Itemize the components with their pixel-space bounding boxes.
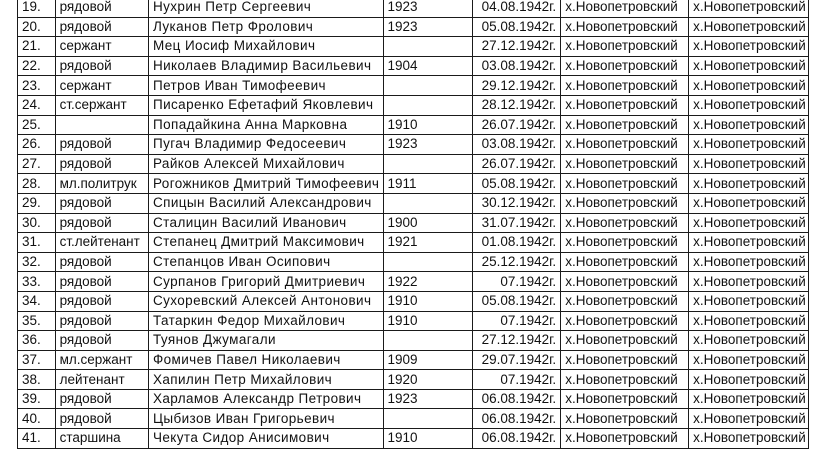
date-of-death: 07.1942г.: [472, 311, 560, 331]
reburial-place: х.Новопетровский: [689, 154, 809, 174]
burial-place: х.Новопетровский: [561, 174, 689, 194]
birth-year: 1900: [383, 213, 472, 233]
date-of-death: 28.12.1942г.: [472, 95, 560, 115]
reburial-place: х.Новопетровский: [689, 331, 809, 351]
date-of-death: 26.07.1942г.: [472, 115, 560, 135]
full-name: Цыбизов Иван Григорьевич: [148, 409, 383, 429]
birth-year: 1910: [383, 115, 472, 135]
table-row: [18, 0, 809, 17]
military-rank: рядовой: [55, 135, 148, 155]
military-rank: рядовой: [55, 252, 148, 272]
birth-year: 1910: [383, 311, 472, 331]
date-of-death: 06.08.1942г.: [472, 409, 560, 429]
birth-year: 1921: [383, 233, 472, 253]
burial-place: х.Новопетровский: [561, 291, 689, 311]
date-of-death: 06.08.1942г.: [472, 429, 560, 449]
table-row: [18, 76, 809, 96]
burial-place: х.Новопетровский: [561, 233, 689, 253]
table-row: [18, 193, 809, 213]
burial-place: х.Новопетровский: [561, 429, 689, 449]
military-rank: рядовой: [55, 154, 148, 174]
burial-register-table: [17, 0, 809, 449]
birth-year: 1910: [383, 291, 472, 311]
burial-place: х.Новопетровский: [561, 311, 689, 331]
birth-year: 1909: [383, 350, 472, 370]
row-number: 33.: [18, 272, 56, 292]
row-number: 28.: [18, 174, 56, 194]
reburial-place: х.Новопетровский: [689, 56, 809, 76]
date-of-death: 27.12.1942г.: [472, 37, 560, 57]
burial-place: х.Новопетровский: [561, 370, 689, 390]
table-row: [18, 37, 809, 57]
birth-year: [383, 154, 472, 174]
burial-place: х.Новопетровский: [561, 389, 689, 409]
row-number: 20.: [18, 17, 56, 37]
table-row: [18, 95, 809, 115]
military-rank: мл.сержант: [55, 350, 148, 370]
date-of-death: 26.07.1942г.: [472, 154, 560, 174]
row-number: 23.: [18, 76, 56, 96]
date-of-death: 03.08.1942г.: [472, 56, 560, 76]
table-row: [18, 213, 809, 233]
reburial-place: х.Новопетровский: [689, 115, 809, 135]
date-of-death: 07.1942г.: [472, 370, 560, 390]
reburial-place: х.Новопетровский: [689, 311, 809, 331]
table-row: [18, 350, 809, 370]
table-row: [18, 17, 809, 37]
full-name: Харламов Александр Петрович: [148, 389, 383, 409]
burial-place: х.Новопетровский: [561, 193, 689, 213]
table-row: [18, 389, 809, 409]
military-rank: рядовой: [55, 409, 148, 429]
row-number: 39.: [18, 389, 56, 409]
table-row: [18, 272, 809, 292]
military-rank: ст.лейтенант: [55, 233, 148, 253]
reburial-place: х.Новопетровский: [689, 233, 809, 253]
full-name: Мец Иосиф Михайлович: [148, 37, 383, 57]
burial-place: х.Новопетровский: [561, 135, 689, 155]
row-number: 36.: [18, 331, 56, 351]
military-rank: рядовой: [55, 291, 148, 311]
burial-place: х.Новопетровский: [561, 95, 689, 115]
birth-year: 1923: [383, 389, 472, 409]
military-rank: рядовой: [55, 193, 148, 213]
military-rank: [55, 115, 148, 135]
birth-year: 1922: [383, 272, 472, 292]
reburial-place: х.Новопетровский: [689, 37, 809, 57]
full-name: Татаркин Федор Михайлович: [148, 311, 383, 331]
date-of-death: 05.08.1942г.: [472, 174, 560, 194]
full-name: Фомичев Павел Николаевич: [148, 350, 383, 370]
table-row: [18, 154, 809, 174]
military-rank: лейтенант: [55, 370, 148, 390]
full-name: Луканов Петр Фролович: [148, 17, 383, 37]
full-name: Сталицин Василий Иванович: [148, 213, 383, 233]
reburial-place: х.Новопетровский: [689, 0, 809, 17]
military-rank: рядовой: [55, 331, 148, 351]
military-rank: старшина: [55, 429, 148, 449]
row-number: 40.: [18, 409, 56, 429]
birth-year: 1910: [383, 429, 472, 449]
military-rank: рядовой: [55, 213, 148, 233]
table-row: [18, 252, 809, 272]
birth-year: [383, 409, 472, 429]
row-number: 37.: [18, 350, 56, 370]
burial-place: х.Новопетровский: [561, 0, 689, 17]
reburial-place: х.Новопетровский: [689, 213, 809, 233]
table-row: [18, 291, 809, 311]
date-of-death: 31.07.1942г.: [472, 213, 560, 233]
reburial-place: х.Новопетровский: [689, 272, 809, 292]
birth-year: 1923: [383, 0, 472, 17]
full-name: Хапилин Петр Михайлович: [148, 370, 383, 390]
full-name: Попадайкина Анна Марковна: [148, 115, 383, 135]
military-rank: сержант: [55, 37, 148, 57]
full-name: Писаренко Ефетафий Яковлевич: [148, 95, 383, 115]
burial-place: х.Новопетровский: [561, 409, 689, 429]
military-rank: рядовой: [55, 0, 148, 17]
table-row: [18, 370, 809, 390]
birth-year: 1911: [383, 174, 472, 194]
full-name: Николаев Владимир Васильевич: [148, 56, 383, 76]
row-number: 21.: [18, 37, 56, 57]
reburial-place: х.Новопетровский: [689, 409, 809, 429]
full-name: Сурпанов Григорий Дмитриевич: [148, 272, 383, 292]
full-name: Петров Иван Тимофеевич: [148, 76, 383, 96]
row-number: 19.: [18, 0, 56, 17]
military-rank: рядовой: [55, 311, 148, 331]
reburial-place: х.Новопетровский: [689, 370, 809, 390]
burial-place: х.Новопетровский: [561, 272, 689, 292]
reburial-place: х.Новопетровский: [689, 135, 809, 155]
military-rank: рядовой: [55, 56, 148, 76]
table-row: [18, 331, 809, 351]
date-of-death: 04.08.1942г.: [472, 0, 560, 17]
row-number: 25.: [18, 115, 56, 135]
full-name: Туянов Джумагали: [148, 331, 383, 351]
reburial-place: х.Новопетровский: [689, 291, 809, 311]
reburial-place: х.Новопетровский: [689, 174, 809, 194]
full-name: Сухоревский Алексей Антонович: [148, 291, 383, 311]
date-of-death: 06.08.1942г.: [472, 389, 560, 409]
birth-year: [383, 95, 472, 115]
row-number: 34.: [18, 291, 56, 311]
row-number: 38.: [18, 370, 56, 390]
birth-year: 1923: [383, 17, 472, 37]
date-of-death: 05.08.1942г.: [472, 17, 560, 37]
military-rank: рядовой: [55, 17, 148, 37]
table-row: [18, 174, 809, 194]
full-name: Спицын Василий Александрович: [148, 193, 383, 213]
full-name: Степанцов Иван Осипович: [148, 252, 383, 272]
reburial-place: х.Новопетровский: [689, 17, 809, 37]
military-rank: рядовой: [55, 272, 148, 292]
full-name: Райков Алексей Михайлович: [148, 154, 383, 174]
reburial-place: х.Новопетровский: [689, 389, 809, 409]
row-number: 30.: [18, 213, 56, 233]
date-of-death: 30.12.1942г.: [472, 193, 560, 213]
burial-place: х.Новопетровский: [561, 56, 689, 76]
military-rank: ст.сержант: [55, 95, 148, 115]
burial-place: х.Новопетровский: [561, 350, 689, 370]
birth-year: [383, 37, 472, 57]
birth-year: [383, 76, 472, 96]
full-name: Нухрин Петр Сергеевич: [148, 0, 383, 17]
row-number: 22.: [18, 56, 56, 76]
burial-place: х.Новопетровский: [561, 115, 689, 135]
reburial-place: х.Новопетровский: [689, 429, 809, 449]
row-number: 32.: [18, 252, 56, 272]
birth-year: [383, 252, 472, 272]
table-row: [18, 409, 809, 429]
date-of-death: 01.08.1942г.: [472, 233, 560, 253]
military-rank: мл.политрук: [55, 174, 148, 194]
burial-place: х.Новопетровский: [561, 213, 689, 233]
table-row: [18, 233, 809, 253]
date-of-death: 29.12.1942г.: [472, 76, 560, 96]
full-name: Чекута Сидор Анисимович: [148, 429, 383, 449]
burial-place: х.Новопетровский: [561, 17, 689, 37]
full-name: Степанец Дмитрий Максимович: [148, 233, 383, 253]
row-number: 31.: [18, 233, 56, 253]
burial-place: х.Новопетровский: [561, 252, 689, 272]
table-row: [18, 429, 809, 449]
row-number: 35.: [18, 311, 56, 331]
register-body: [18, 0, 809, 448]
table-row: [18, 115, 809, 135]
birth-year: 1923: [383, 135, 472, 155]
date-of-death: 29.07.1942г.: [472, 350, 560, 370]
date-of-death: 27.12.1942г.: [472, 331, 560, 351]
birth-year: 1904: [383, 56, 472, 76]
row-number: 27.: [18, 154, 56, 174]
reburial-place: х.Новопетровский: [689, 193, 809, 213]
table-row: [18, 56, 809, 76]
burial-place: х.Новопетровский: [561, 37, 689, 57]
birth-year: 1920: [383, 370, 472, 390]
military-rank: рядовой: [55, 389, 148, 409]
reburial-place: х.Новопетровский: [689, 76, 809, 96]
row-number: 24.: [18, 95, 56, 115]
full-name: Пугач Владимир Федосеевич: [148, 135, 383, 155]
reburial-place: х.Новопетровский: [689, 350, 809, 370]
military-rank: сержант: [55, 76, 148, 96]
date-of-death: 25.12.1942г.: [472, 252, 560, 272]
row-number: 29.: [18, 193, 56, 213]
burial-place: х.Новопетровский: [561, 331, 689, 351]
date-of-death: 03.08.1942г.: [472, 135, 560, 155]
birth-year: [383, 193, 472, 213]
birth-year: [383, 331, 472, 351]
date-of-death: 07.1942г.: [472, 272, 560, 292]
table-row: [18, 135, 809, 155]
table-row: [18, 311, 809, 331]
reburial-place: х.Новопетровский: [689, 95, 809, 115]
burial-place: х.Новопетровский: [561, 154, 689, 174]
row-number: 26.: [18, 135, 56, 155]
date-of-death: 05.08.1942г.: [472, 291, 560, 311]
reburial-place: х.Новопетровский: [689, 252, 809, 272]
row-number: 41.: [18, 429, 56, 449]
full-name: Рогожников Дмитрий Тимофеевич: [148, 174, 383, 194]
burial-place: х.Новопетровский: [561, 76, 689, 96]
